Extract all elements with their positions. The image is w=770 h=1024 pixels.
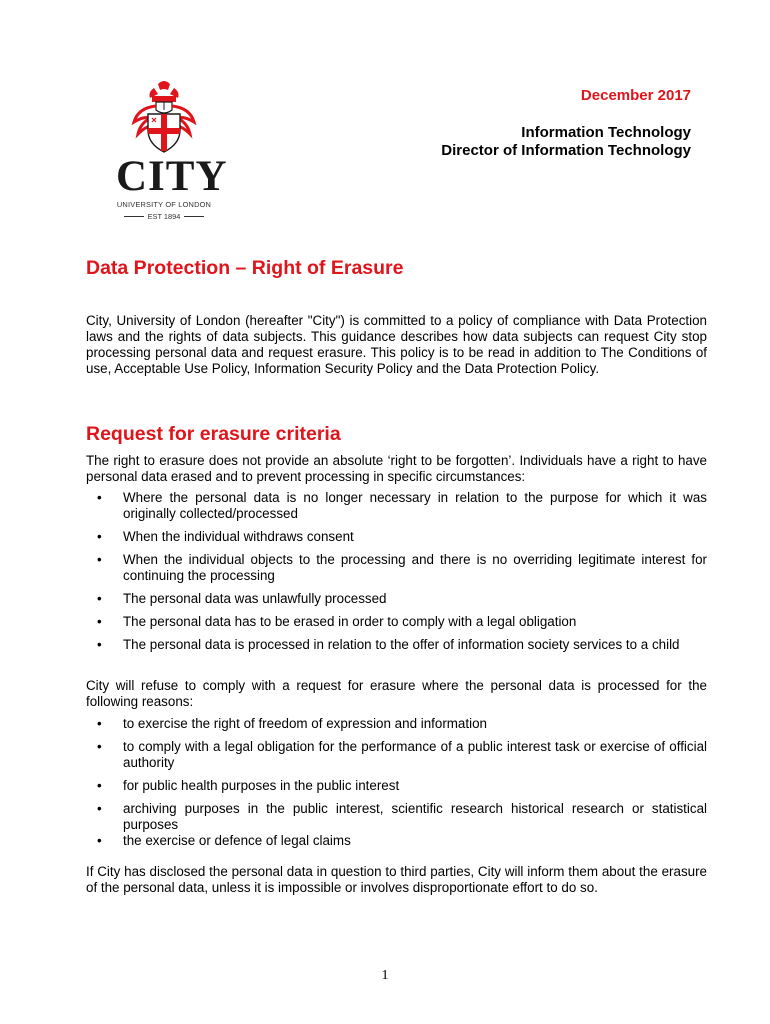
bullet-icon: •: [97, 552, 102, 567]
list-item: [86, 529, 707, 545]
bullet-icon: •: [97, 716, 102, 731]
bullet-icon: •: [97, 614, 102, 629]
list-item-text: When the individual withdraws consent: [123, 529, 354, 544]
bullet-icon: •: [97, 778, 102, 793]
bullet-icon: •: [97, 833, 102, 848]
list-item-text: the exercise or defence of legal claims: [123, 833, 351, 848]
list-item-text: to exercise the right of freedom of expression and information: [123, 716, 487, 731]
divider: [124, 216, 144, 217]
intro-paragraph: City, University of London (hereafter "City") is committed to a policy of compliance with Data Protection laws and the rights of data subjects. This guidance describes how data subjects can request City stop processing personal data and request erasure. This policy is to be read in addition to The Conditions of use, Acceptable Use Policy, Information Security Policy and the Data Protection Policy.: [86, 313, 707, 376]
list-item-text: The personal data is processed in relation to the offer of information society services to a child: [123, 637, 680, 652]
logo-established: [116, 212, 212, 221]
bullet-icon: •: [97, 637, 102, 652]
list-item: [86, 778, 707, 794]
list-item: [86, 490, 707, 522]
refusal-reasons-list: [86, 716, 707, 856]
divider: [184, 216, 204, 217]
bullet-icon: •: [97, 591, 102, 606]
list-item: [86, 716, 707, 732]
bullet-icon: •: [97, 490, 102, 505]
list-item-text: Where the personal data is no longer necessary in relation to the purpose for which it was originally collected/processed: [123, 490, 707, 521]
list-item-text: to comply with a legal obligation for the performance of a public interest task or exercise of official authority: [123, 739, 707, 770]
department: Information Technology: [521, 124, 691, 141]
bullet-icon: •: [97, 529, 102, 544]
document-date: December 2017: [580, 87, 691, 104]
criteria-list: [86, 490, 707, 660]
page-number: 1: [381, 968, 389, 983]
list-item-text: The personal data was unlawfully processed: [123, 591, 387, 606]
list-item-text: The personal data has to be erased in order to comply with a legal obligation: [123, 614, 577, 629]
list-item: [86, 591, 707, 607]
list-item: [86, 801, 707, 833]
list-item-text: for public health purposes in the public interest: [123, 778, 400, 793]
section-lead: The right to erasure does not provide an absolute ‘right to be forgotten’. Individuals have a right to have personal data erased and to prevent processing in specific circumstances:: [86, 453, 707, 484]
logo-subtitle: UNIVERSITY OF LONDON: [116, 200, 212, 209]
page-title: Data Protection – Right of Erasure: [86, 257, 404, 279]
list-item: [86, 552, 707, 584]
city-university-logo: [116, 78, 228, 221]
list-item: [86, 614, 707, 630]
bullet-icon: •: [97, 739, 102, 754]
closing-paragraph: If City has disclosed the personal data in question to third parties, City will inform them about the erasure of the personal data, unless it is impossible or involves disproportionate effort to do so.: [86, 864, 707, 895]
list-item-text: When the individual objects to the processing and there is no overriding legitimate interest for continuing the processing: [123, 552, 707, 583]
refusal-lead: City will refuse to comply with a request for erasure where the personal data is processed for the following reasons:: [86, 678, 707, 709]
list-item: [86, 637, 707, 653]
list-item: [86, 833, 707, 849]
list-item-text: archiving purposes in the public interest, scientific research historical research or statistical purposes: [123, 801, 707, 832]
bullet-icon: •: [97, 801, 102, 816]
crest-icon: [116, 78, 212, 158]
list-item: [86, 739, 707, 771]
established-text: EST 1894: [147, 212, 181, 221]
author: Director of Information Technology: [441, 142, 691, 159]
section-heading: Request for erasure criteria: [86, 423, 341, 445]
logo-wordmark: CITY: [116, 153, 228, 200]
document-header: [441, 87, 691, 160]
